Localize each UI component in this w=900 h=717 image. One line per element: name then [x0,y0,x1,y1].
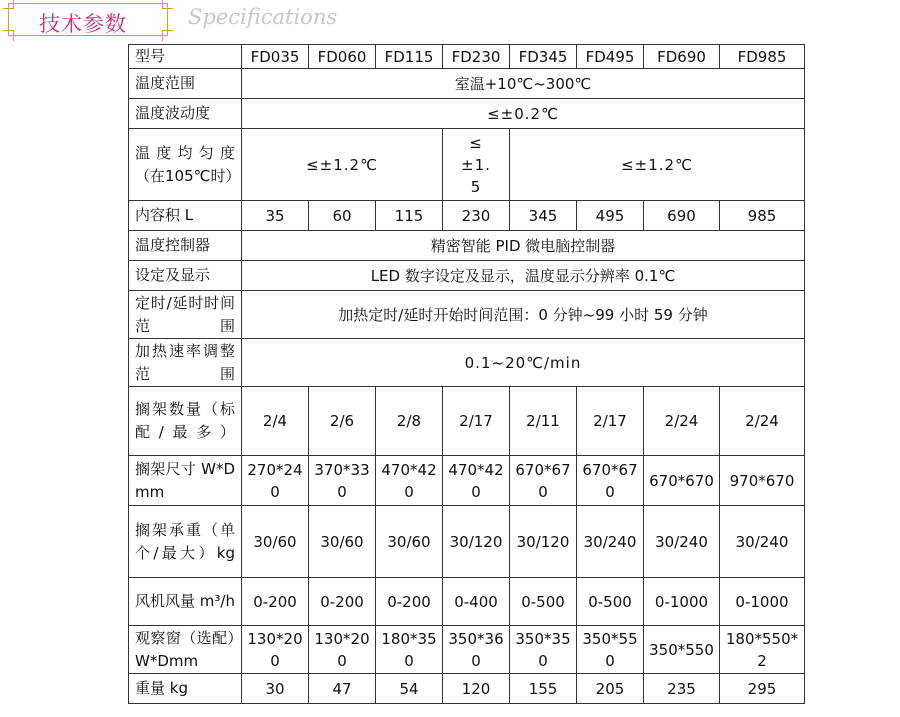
row-label: 搁架数量（标配/最多） [129,387,242,456]
value-cell: 30/60 [309,506,376,578]
value-cell: 670*670 [644,456,720,506]
row-label: 型号 [129,45,242,69]
value-cell: 0-1000 [720,578,805,626]
value-cell: ≤±1.2℃ [510,129,805,201]
value-cell: 235 [644,674,720,704]
table-row-temp-range [129,69,805,99]
value-cell: 180*550*2 [720,626,805,674]
value-cell: 495 [577,201,644,231]
table-row-heating-rate [129,339,805,387]
value-cell: 155 [510,674,577,704]
table-row-uniformity [129,129,805,201]
table-row-shelf-load [129,506,805,578]
value-cell: 270*240 [242,456,309,506]
value-cell: 2/6 [309,387,376,456]
value-cell: 295 [720,674,805,704]
value-cell: 350*550 [644,626,720,674]
value-cell: 470*420 [376,456,443,506]
spec-table [128,44,805,704]
value-cell: 0-400 [443,578,510,626]
row-label: 内容积 L [129,201,242,231]
table-row-model [129,45,805,69]
value-cell: 0-500 [577,578,644,626]
value-cell: 30/240 [644,506,720,578]
section-header [0,0,900,40]
value-cell: 985 [720,201,805,231]
value-cell: ≤±0.2℃ [242,99,805,129]
value-cell: 0-1000 [644,578,720,626]
table-row-controller [129,231,805,261]
value-cell: 30/60 [376,506,443,578]
section-title: 技术参数 [39,12,127,36]
value-cell: 0-500 [510,578,577,626]
model-cell: FD690 [644,45,720,69]
frame-corner-icon [162,0,173,9]
section-title-english: Specifications [188,5,338,29]
value-cell: 0-200 [242,578,309,626]
value-cell: 47 [309,674,376,704]
value-cell: 115 [376,201,443,231]
value-cell: 2/4 [242,387,309,456]
value-cell: 2/8 [376,387,443,456]
value-cell: 2/24 [720,387,805,456]
row-label: 搁架尺寸 W*Dmm [129,456,242,506]
table-row-shelf-size [129,456,805,506]
frame-corner-icon [3,0,14,9]
table-row-window [129,626,805,674]
row-label: 温度范围 [129,69,242,99]
model-cell: FD345 [510,45,577,69]
value-cell: 60 [309,201,376,231]
value-cell: 30/240 [720,506,805,578]
table-row-fan [129,578,805,626]
frame-corner-icon [162,30,173,41]
value-cell: 30/120 [510,506,577,578]
value-cell: 350*360 [443,626,510,674]
value-cell: 54 [376,674,443,704]
value-cell: 30/240 [577,506,644,578]
value-cell: 加热定时/延时开始时间范围：0 分钟~99 小时 59 分钟 [242,291,805,339]
model-cell: FD230 [443,45,510,69]
table-row-timer [129,291,805,339]
model-cell: FD985 [720,45,805,69]
value-cell: 130*200 [309,626,376,674]
row-label: 设定及显示 [129,261,242,291]
row-label: 风机风量 m³/h [129,578,242,626]
value-cell: 690 [644,201,720,231]
row-label: 加热速率调整范围 [129,339,242,387]
value-cell: 2/17 [577,387,644,456]
value-cell: 0.1~20℃/min [242,339,805,387]
table-row-fluctuation [129,99,805,129]
model-cell: FD060 [309,45,376,69]
value-cell: 0-200 [309,578,376,626]
value-cell: 230 [443,201,510,231]
value-cell: 205 [577,674,644,704]
value-cell: 130*200 [242,626,309,674]
model-cell: FD035 [242,45,309,69]
row-label: 重量 kg [129,674,242,704]
model-cell: FD115 [376,45,443,69]
row-label: 观察窗（选配）W*Dmm [129,626,242,674]
value-cell: 2/17 [443,387,510,456]
row-label: 温度控制器 [129,231,242,261]
value-cell: 120 [443,674,510,704]
table-row-weight [129,674,805,704]
value-cell: 470*420 [443,456,510,506]
title-frame [8,3,168,36]
row-label: 温度波动度 [129,99,242,129]
value-cell: 30 [242,674,309,704]
value-cell: ≤±1.2℃ [242,129,443,201]
row-label: 搁架承重（单个/最大）kg [129,506,242,578]
value-cell: 350*350 [510,626,577,674]
value-cell: 370*330 [309,456,376,506]
value-cell: 精密智能 PID 微电脑控制器 [242,231,805,261]
value-cell: 30/120 [443,506,510,578]
row-label: 定时/延时时间范围 [129,291,242,339]
value-cell: 670*670 [577,456,644,506]
value-cell: 30/60 [242,506,309,578]
value-cell: LED 数字设定及显示，温度显示分辨率 0.1℃ [242,261,805,291]
value-cell: 670*670 [510,456,577,506]
table-row-setting [129,261,805,291]
value-cell: 345 [510,201,577,231]
value-cell: 0-200 [376,578,443,626]
frame-corner-icon [3,30,14,41]
value-cell: 35 [242,201,309,231]
value-cell: 350*550 [577,626,644,674]
row-label: 温度均匀度（在105℃时） [129,129,242,201]
value-cell: 180*350 [376,626,443,674]
value-cell: 970*670 [720,456,805,506]
table-row-volume [129,201,805,231]
value-cell: 室温+10℃~300℃ [242,69,805,99]
model-cell: FD495 [577,45,644,69]
value-cell: 2/11 [510,387,577,456]
value-cell: 2/24 [644,387,720,456]
table-row-shelves [129,387,805,456]
value-cell: ≤±1.5 [443,129,510,201]
